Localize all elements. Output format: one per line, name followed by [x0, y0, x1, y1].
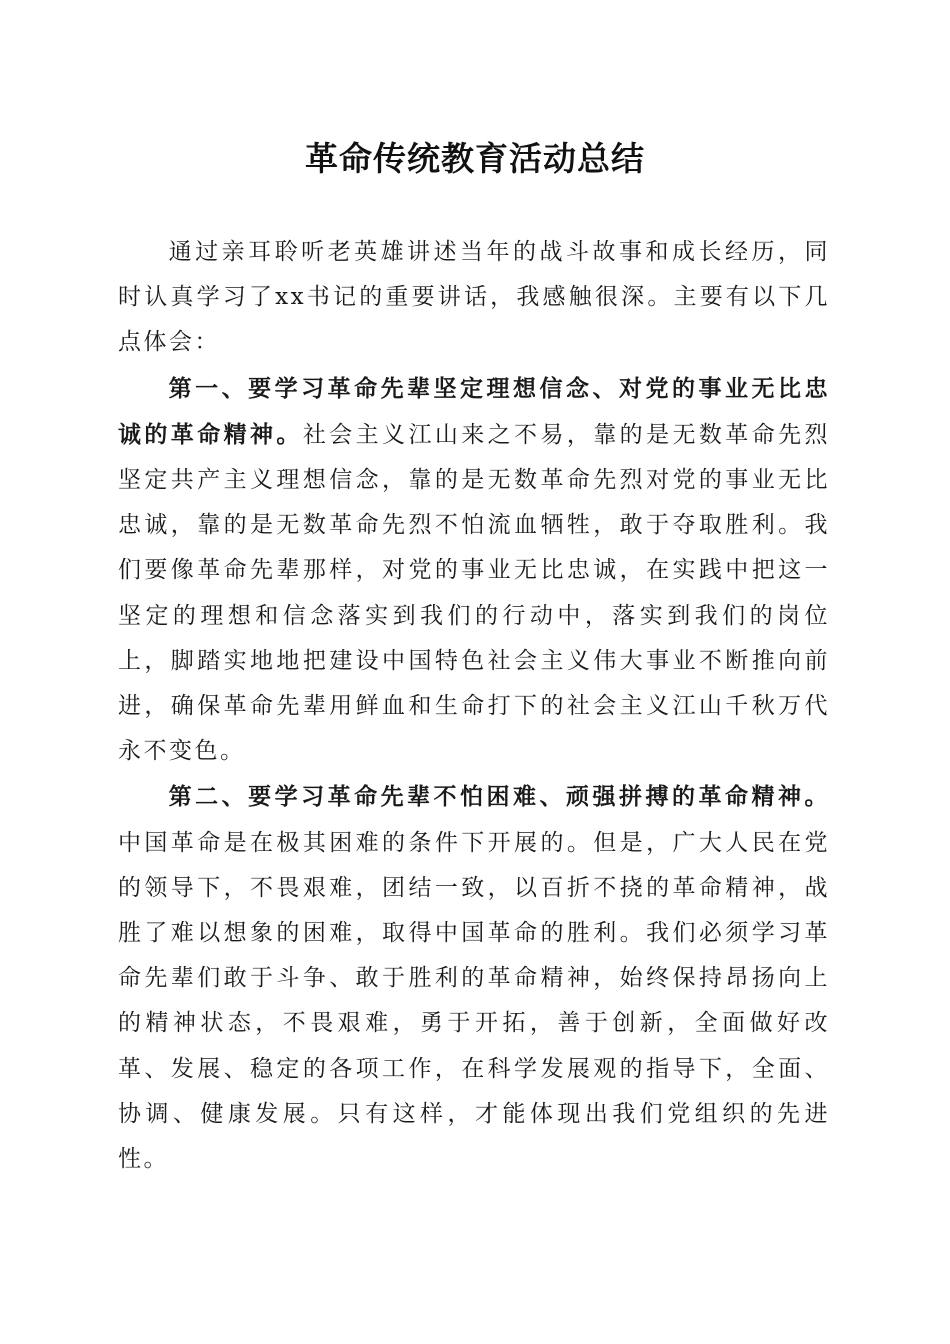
paragraph-text: 社会主义江山来之不易，靠的是无数革命先烈坚定共产主义理想信念，靠的是无数革命先烈对党的事业无比忠诚，靠的是无数革命先烈不怕流血牺牲，敢于夺取胜利。我们要像革命先辈那样，对党的事业无比忠诚，在实践中把这一坚定的理想和信念落实到我们的行动中，落实到我们的岗位上，脚踏实地地把建设中国特色社会主义伟大事业不断推向前进，确保革命先辈用鲜血和生命打下的社会主义江山千秋万代永不变色。 [118, 421, 831, 765]
paragraph-lead-heading: 第二、要学习革命先辈不怕困难、顽强拼搏的革命精神。 [168, 783, 830, 811]
paragraph-text: 通过亲耳聆听老英雄讲述当年的战斗故事和成长经历，同时认真学习了xx书记的重要讲话，我感触很深。主要有以下几点体会： [118, 239, 830, 356]
document-title: 革命传统教育活动总结 [305, 139, 645, 178]
document-body [118, 230, 830, 1182]
paragraph-point-2 [118, 774, 830, 1182]
paragraph-lead-heading: 第一、要学习革命先辈坚定理想信念、对党的事业无比忠诚的革命精神。 [118, 374, 830, 448]
paragraph-text: 中国革命是在极其困难的条件下开展的。但是，广大人民在党的领导下，不畏艰难，团结一致，以百折不挠的革命精神，战胜了难以想象的困难，取得中国革命的胜利。我们必须学习革命先辈们敢于斗争、敢于胜利的革命精神，始终保持昂扬向上的精神状态，不畏艰难，勇于开拓，善于创新，全面做好改革、发展、稳定的各项工作，在科学发展观的指导下，全面、协调、健康发展。只有这样，才能体现出我们党组织的先进性。 [118, 829, 830, 1173]
paragraph-point-1 [118, 366, 830, 775]
paragraph-intro [118, 230, 830, 366]
